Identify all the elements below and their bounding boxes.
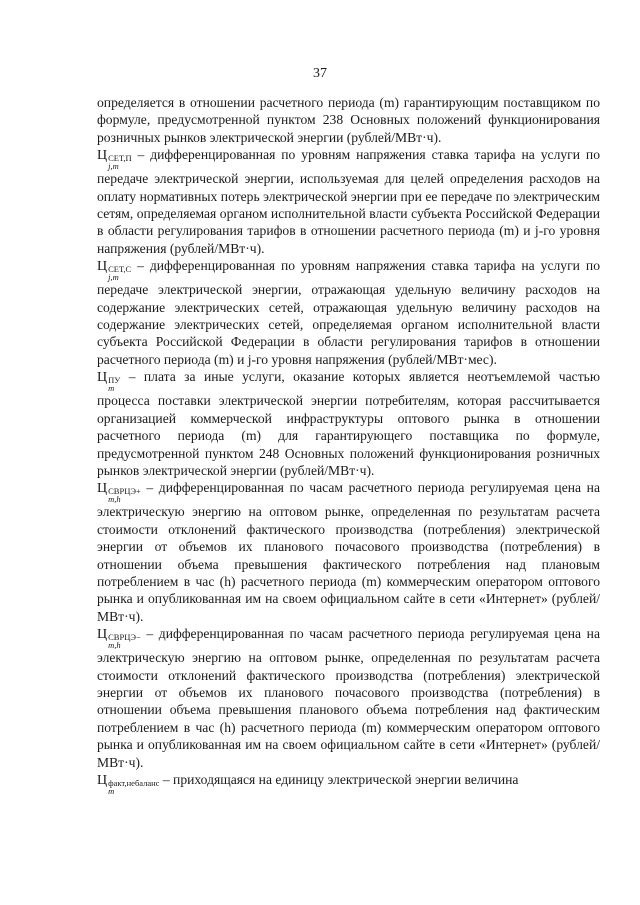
symbol-base: Ц <box>97 148 108 164</box>
definition-text: – дифференцированная по часам расчетного периода регулируемая цена на электрическую энергию на оптовом рынке, определенная по результатам расчета стоимости отклонений фактического производства (потребления) электрической энергии от объемов их планового почасового производства (потребления) в отношении объема превышения фактического потребления над плановым потреблением в час (h) расчетного периода (m) коммерческим оператором оптового рынка и опубликованная им на своем официальном сайте в сети «Интернет» (рублей/МВт·ч). <box>97 480 600 624</box>
symbol-base: Ц <box>97 773 108 788</box>
definition-svrtse-minus <box>97 625 600 771</box>
symbol-base: Ц <box>97 627 108 643</box>
definition-text: – плата за иные услуги, оказание которых является неотъемлемой частью процесса поставки электрической энергии потребителям, которая рассчитывается организацией коммерческой инфраструктуры оптового рынка в отношении расчетного периода (m) для гарантирующего поставщика по формуле, предусмотренной пунктом 248 Основных положений функционирования розничных рынков электрической энергии (рублей/МВт·ч). <box>97 369 600 478</box>
symbol-subscript: m,h <box>108 494 121 505</box>
symbol-base: Ц <box>97 370 108 386</box>
definition-text: – дифференцированная по уровням напряжения ставка тарифа на услуги по передаче электрической энергии, отражающая удельную величину расходов на содержание электрических сетей, отражающая удельную величину расходов на содержание электрических сетей, определяемая органом исполнительной власти субъекта Российской Федерации в области регулирования тарифов в отношении расчетного периода (m) и j-го уровня напряжения (рублей/МВт·мес). <box>97 258 600 367</box>
symbol-superscript: СВРЦЭ− <box>108 632 141 643</box>
formula-symbol <box>97 257 131 281</box>
formula-symbol <box>97 368 120 392</box>
definition-tset-p <box>97 146 600 257</box>
formula-symbol <box>97 771 159 795</box>
symbol-subscript: m <box>108 786 115 796</box>
symbol-superscript: СЕТ,С <box>108 264 132 275</box>
definition-text: – дифференцированная по часам расчетного периода регулируемая цена на электрическую энергию на оптовом рынке, определенная по результатам расчета стоимости отклонений фактического производства (потребления) электрической энергии от объемов их планового почасового производства (потребления) в отношении объема превышения планового объема потребления над фактическим потреблением в час (h) расчетного периода (m) коммерческим оператором оптового рынка и опубликованная им на своем официальном сайте в сети «Интернет» (рублей/МВт·ч). <box>97 626 600 770</box>
definition-text: – дифференцированная по уровням напряжения ставка тарифа на услуги по передаче электрической энергии, используемая для целей определения расходов на оплату нормативных потерь электрической энергии при ее передаче по электрическим сетям, определяемая органом исполнительной власти субъекта Российской Федерации в области регулирования тарифов в отношении расчетного периода (m) и j-го уровня напряжения (рублей/МВт·ч). <box>97 147 600 256</box>
definition-svrtse-plus <box>97 479 600 625</box>
definition-tset-s <box>97 257 600 368</box>
page-number: 37 <box>313 66 327 81</box>
paragraph-text: определяется в отношении расчетного периода (m) гарантирующим поставщиком по формуле, предусмотренной пунктом 238 Основных положений функционирования розничных рынков электрической энергии (рублей/МВт·ч). <box>97 95 600 145</box>
formula-symbol <box>97 625 141 649</box>
symbol-subscript: j,m <box>108 161 119 172</box>
symbol-subscript: j,m <box>108 272 119 283</box>
symbol-base: Ц <box>97 481 108 497</box>
paragraph-continuation <box>97 94 600 146</box>
definition-pu <box>97 368 600 479</box>
definition-text: – приходящаяся на единицу электрической энергии величина <box>159 772 519 787</box>
symbol-subscript: m <box>108 383 115 394</box>
formula-symbol <box>97 479 141 503</box>
symbol-subscript: m,h <box>108 640 121 651</box>
document-body <box>97 94 600 795</box>
symbol-superscript: ПУ <box>108 375 121 386</box>
symbol-superscript: СВРЦЭ+ <box>108 486 141 497</box>
symbol-superscript: СЕТ,П <box>108 153 132 164</box>
symbol-superscript: факт,небаланс <box>108 778 160 788</box>
formula-symbol <box>97 146 132 170</box>
definition-fakt-nebalans <box>97 771 600 795</box>
symbol-base: Ц <box>97 259 108 275</box>
